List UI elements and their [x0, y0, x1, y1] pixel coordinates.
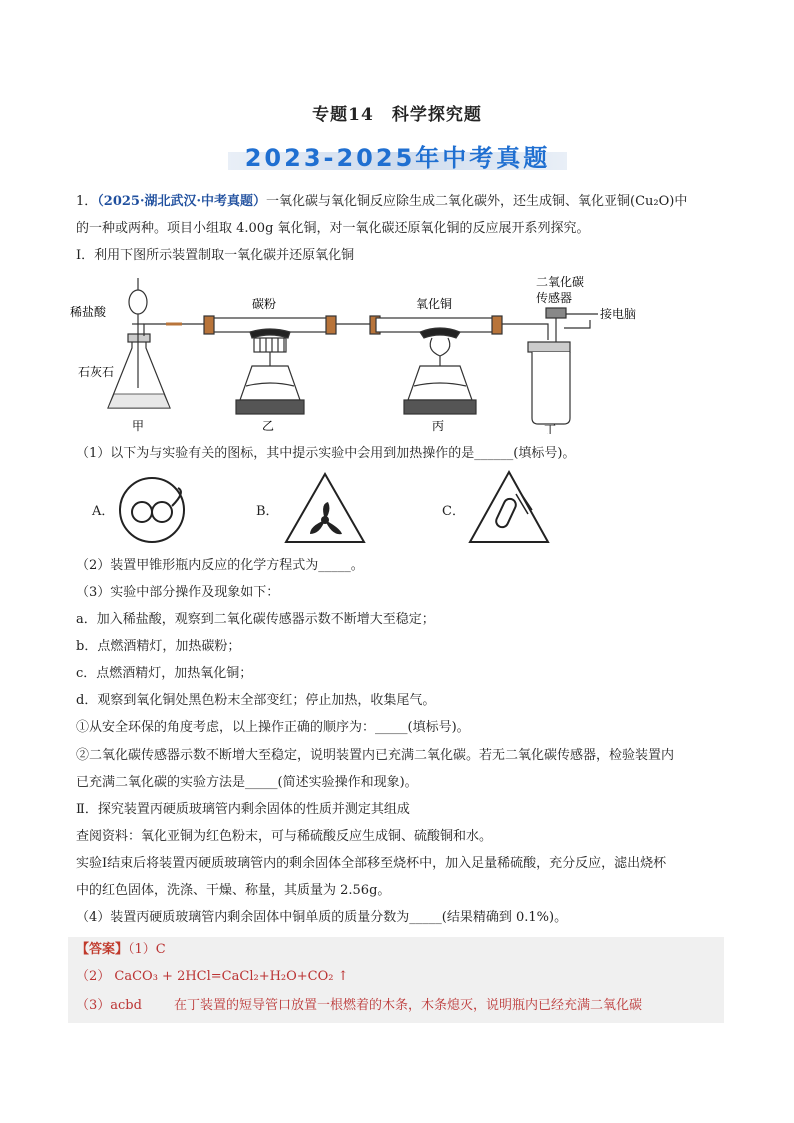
- lamp-base-yi: [236, 400, 304, 414]
- step-a: a．加入稀盐酸，观察到二氧化碳传感器示数不断增大至稳定；: [76, 612, 435, 627]
- lamp-base-bing: [404, 400, 476, 414]
- step-c: c．点燃酒精灯，加热氧化铜；: [76, 666, 253, 681]
- question-number: 1．: [76, 194, 98, 209]
- ventilation-fan-icon: [282, 470, 368, 546]
- question-source: （2025·湖北武汉·中考真题）: [97, 194, 267, 209]
- flask-stopper: [128, 334, 150, 342]
- heating-goggles-icon: [118, 474, 190, 546]
- wire-mesh-cover: [254, 338, 286, 352]
- label-limestone: 石灰石: [78, 365, 115, 379]
- section-banner: [220, 138, 575, 174]
- step-d: d．观察到氧化铜处黑色粉末全部变红；停止加热，收集尾气。: [76, 693, 436, 708]
- answer-line3: [76, 996, 726, 1016]
- label-co2-sensor-2: 传感器: [536, 291, 573, 305]
- experiment-line1: 实验Ⅰ结束后将装置丙硬质玻璃管内的剩余固体全部移至烧杯中，加入足量稀硫酸，充分反应，滤出烧杯: [76, 856, 667, 871]
- sub-question-2-line2: 已充满二氧化碳的实验方法是_____(简述实验操作和现象)。: [76, 775, 418, 790]
- label-computer: 接电脑: [600, 307, 637, 321]
- option-a-label: A．: [92, 504, 115, 519]
- part2-title: Ⅱ．探究装置丙硬质玻璃管内剩余固体的性质并测定其组成: [76, 802, 410, 817]
- experiment-line2: 中的红色固体，洗涤、干燥、称量，其质量为 2.56g。: [76, 883, 391, 898]
- question-intro-line2: 的一种或两种。项目小组取 4.00g 氧化铜，对一氧化碳还原氧化铜的反应展开系列探究。: [76, 221, 590, 236]
- flame-bing: [430, 338, 450, 356]
- question-intro-text: 一氧化碳与氧化铜反应除生成二氧化碳外，还生成铜、氧化亚铜(Cu₂O)中: [266, 194, 688, 209]
- option-c-label: C．: [442, 504, 465, 519]
- stopper-right-yi: [326, 316, 336, 334]
- hot-test-tube-icon: [466, 468, 552, 546]
- separatory-funnel: [129, 290, 147, 314]
- question-intro-line1: [76, 192, 726, 212]
- answer-1: （1）C: [128, 942, 166, 957]
- label-ding: 丁: [544, 423, 557, 434]
- part1-title: Ⅰ．利用下图所示装置制取一氧化碳并还原氧化铜: [76, 248, 355, 263]
- reference-info: 查阅资料：氧化亚铜为红色粉末，可与稀硫酸反应生成铜、硫酸铜和水。: [76, 829, 493, 844]
- apparatus-diagram: [70, 268, 710, 434]
- gas-bottle: [532, 352, 570, 424]
- q2-text: （2）装置甲锥形瓶内反应的化学方程式为_____。: [76, 558, 364, 573]
- page-title: 专题14 科学探究题: [312, 105, 482, 125]
- liquid-in-flask: [108, 394, 170, 408]
- label-yi: 乙: [262, 419, 275, 433]
- carbon-powder: [250, 329, 290, 338]
- label-copper-oxide: 氧化铜: [416, 297, 453, 311]
- q1-text: （1）以下为与实验有关的图标，其中提示实验中会用到加热操作的是______(填标号)。: [76, 446, 576, 461]
- answer-tag: 【答案】: [76, 942, 129, 957]
- label-carbon-powder: 碳粉: [252, 297, 277, 311]
- step-b: b．点燃酒精灯，加热碳粉；: [76, 639, 241, 654]
- label-co2-sensor: 二氧化碳: [536, 275, 585, 289]
- stopper-left-yi: [204, 316, 214, 334]
- copper-oxide-powder: [420, 328, 460, 338]
- label-jia: 甲: [132, 419, 145, 433]
- answer-3-text: 在丁装置的短导管口放置一根燃着的木条，木条熄灭，说明瓶内已经充满二氧化碳: [173, 998, 642, 1013]
- q3-text: （3）实验中部分操作及现象如下：: [76, 585, 280, 600]
- answer-3-label: （3）acbd: [76, 998, 142, 1013]
- banner-text: 2023-2025年中考真题: [244, 144, 551, 172]
- sub-question-2-line1: ②二氧化碳传感器示数不断增大至稳定，说明装置内已充满二氧化碳。若无二氧化碳传感器，检验装置内: [76, 748, 675, 763]
- answer-line1: [76, 940, 726, 960]
- label-bing: 丙: [432, 419, 445, 433]
- co2-sensor-box: [546, 308, 566, 318]
- option-b-label: B．: [256, 504, 279, 519]
- answer-2: （2） CaCO₃ + 2HCl=CaCl₂+H₂O+CO₂ ↑: [76, 969, 349, 984]
- bottle-stopper: [528, 342, 570, 352]
- sub-question-1: ①从安全环保的角度考虑，以上操作正确的顺序为：_____(填标号)。: [76, 720, 470, 735]
- label-hydrochloric-acid: 稀盐酸: [70, 305, 107, 319]
- q4-text: （4）装置丙硬质玻璃管内剩余固体中铜单质的质量分数为_____(结果精确到 0.1%)。: [76, 910, 568, 925]
